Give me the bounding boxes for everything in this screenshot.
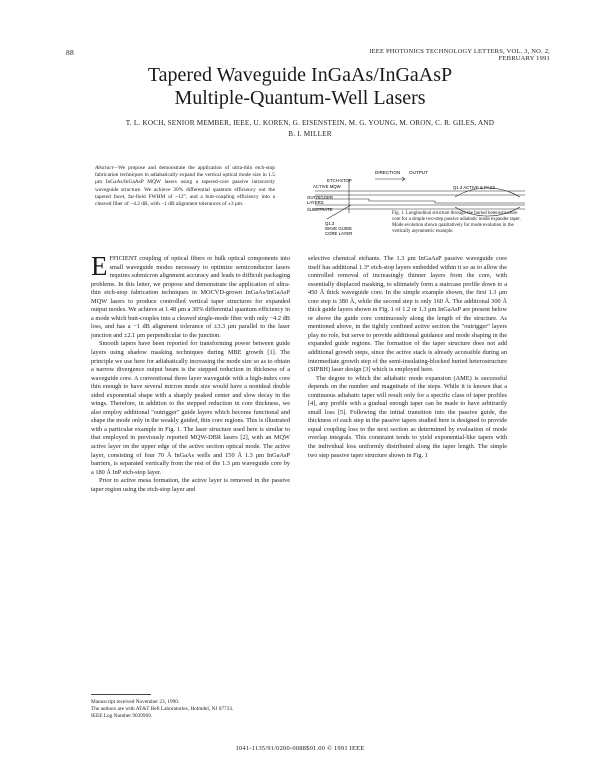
authors-line-1: T. L. KOCH, SENIOR MEMBER, IEEE, U. KOREN, G. EISENSTEIN, M. G. YOUNG, M. ORON, C. R. GILES, AND <box>125 119 495 127</box>
footnote-line-3: IEEE Log Number 9039969. <box>91 713 153 720</box>
label-wave-guide: WAVE GUIDE <box>325 226 352 231</box>
intro-paragraph-1 <box>91 251 290 340</box>
running-head: IEEE PHOTONICS TECHNOLOGY LETTERS, VOL. 3, NO. 2, FEBRUARY 1991 <box>369 48 550 62</box>
paper-title-line-2: Multiple-Quantum-Well Lasers <box>174 87 426 109</box>
abstract-label: Abstract— <box>95 165 119 171</box>
footnote-line-2: The authors are with AT&T Bell Laboratories, Holmdel, NJ 07733. <box>91 706 234 713</box>
page-number: 88 <box>66 48 74 57</box>
abstract <box>95 165 275 208</box>
right-paragraph-2: The degree to which the adiabatic mode expansion (AME) is successful depends on the number and magnitude of the steps. While it is known that a continuous adiabatic taper will result only for a specific class of taper profiles [4], any profile with a gradual enough taper can be made to have arbitrarily small loss [5]. Following the initial transition into the passive guide, the thickness of each step in the passive tapers studied here is designed to provide equal coupling loss to the next section as determined by evaluation of mode overlap integrals. This constraint tends to yield exponential-like tapers with the individual loss uniformly distributed along the taper length. The simple two step passive taper structure shown in Fig. 1 <box>308 374 507 459</box>
right-paragraph-1: selective chemical etchants. The 1.3 μm InGaAsP passive waveguide core itself has additional 1.3° etch-stop layers embedded within it so as to allow the controlled removal of increasingly thinner layers from the core, with essentially displaced masking, to ultimately form a staircase profile down to a 450 Å thick waveguide core. In the simple example shown, the first 1.3 μm core step is 380 Å, while the second step is only 160 Å. The additional 300 Å thick guide layers shown in Fig. 1 of 1.2 or 1.3 μm InGaAsP are present below or above the guide core continuously along the length of the structure. As mentioned above, in the tightly confined active section the "outrigger" layers play no role, but serve to provide additional guidance and mode shaping in the expanded guide regions. The formation of the taper structure does not add additional growth steps, since the active stack is already accessible during an intermediate growth step of the semi-insulating-blocked buried heterostructure (SIPBH) laser design [3] which is employed here. <box>308 255 507 374</box>
introduction-column <box>91 251 290 494</box>
label-q13: Q1.3 <box>325 221 335 226</box>
label-q13-active-passive: Q1.3 ACTIVE & PASS <box>453 185 496 190</box>
figure-1-caption: Fig. 1. Longitudinal structure through the buried heterostructure core for a simple two-step passive adiabatic mode expander taper. Mode evolution shown qualitatively for mode evolution in the vertically asymmetric example. <box>392 211 521 234</box>
label-etch-stop: ETCH-STOP <box>327 178 352 183</box>
label-output: OUTPUT <box>409 170 428 175</box>
label-core-layer: CORE LAYER <box>325 231 353 236</box>
label-substrate: SUBSTRATE <box>307 207 333 212</box>
label-direction: DIRECTION <box>375 170 401 175</box>
label-layers: LAYERS <box>307 200 324 205</box>
abstract-text: We propose and demonstrate the application of ultra-thin etch-stop fabrication techniques to adiabatically expand the vertical optical mode size in 1.5 μm InGaAs/InGaAsP MQW lasers using a tapered-core passive intracavity waveguide structure. We achieve 30% differential quantum efficiency out the tapered facet, far-field FWHM of ~12°, and a butt-coupling efficiency into a cleaved fiber of −4.2 dB, with −1 dB alignment tolerances of ±3 μm. <box>95 165 275 208</box>
authors-line-2: B. I. MILLER <box>288 130 332 138</box>
label-active-mqw: ACTIVE MQW <box>313 184 341 189</box>
intro-paragraph-2: Smooth tapers have been reported for transforming power between guide layers using shadow masking techniques during MBE growth [1]. The principle we use here for adiabatically increasing the mode size so as to obtain a narrow divergence output beam is the stepped reduction in thickness of a waveguide core. A conventional three layer waveguide with a high-index core thin enough to have several micron mode size would have a nonideal double sided exponential shape with a sharply peaked center and slow decay in the wings. Therefore, in addition to the stepped reduction in core thickness, we also employ additional "outrigger" guide layers which become functional and shape the mode only in the weakly guided, thin core regions. This is illustrated with a particular example in Fig. 1. The laser structure used here is similar to that employed in previously reported MQW-DBR lasers [2], with an MQW active layer on the upper edge of the active section optical mode. The active layer, consisting of four 70 Å InGaAs wells and 150 Å 1.3 μm InGaAsP barriers, is separated vertically from the rest of the 1.3 μm waveguide core by a 180 Å InP etch-stop layer. <box>91 340 290 476</box>
paper-title-line-1: Tapered Waveguide InGaAs/InGaAsP <box>147 64 453 86</box>
drop-cap: E <box>91 251 108 281</box>
core-top-profile <box>315 199 525 203</box>
footnote <box>91 699 290 721</box>
right-column <box>308 255 507 460</box>
intro-paragraph-1-text: FFICIENT coupling of optical fibers or bulk optical components into small waveguide modes necessary to optimize semiconductor lasers requires submicron alignment accuracy and leads to difficult packaging problems. In this letter, we propose and demonstrate the application of ultra-thin etch-stop fabrication techniques in MOCVD-grown InGaAs/InGaAsP MQW lasers to produce controlled vertical taper structures for expanded output modes. We achieve at 1.48 μm a 30% differential quantum efficiency in a mode which butt-couples into a cleaved single-mode fiber with only −4.2 dB loss, and has a −1 dB alignment tolerance of ±3.3 μm parallel to the laser junction and ±2.1 μm perpendicular to the junction. <box>91 255 290 339</box>
label-outrigger: OUTRIGGER <box>307 195 334 200</box>
footnote-rule <box>91 694 151 695</box>
intro-paragraph-3: Prior to active mesa formation, the active layer is removed in the passive taper region using the etch-stop layer and <box>91 477 290 493</box>
copyright-line: 1041-1135/91/0200-0088$01.00 © 1991 IEEE <box>235 745 365 752</box>
footnote-line-1: Manuscript received November 23, 1990. <box>91 699 180 705</box>
